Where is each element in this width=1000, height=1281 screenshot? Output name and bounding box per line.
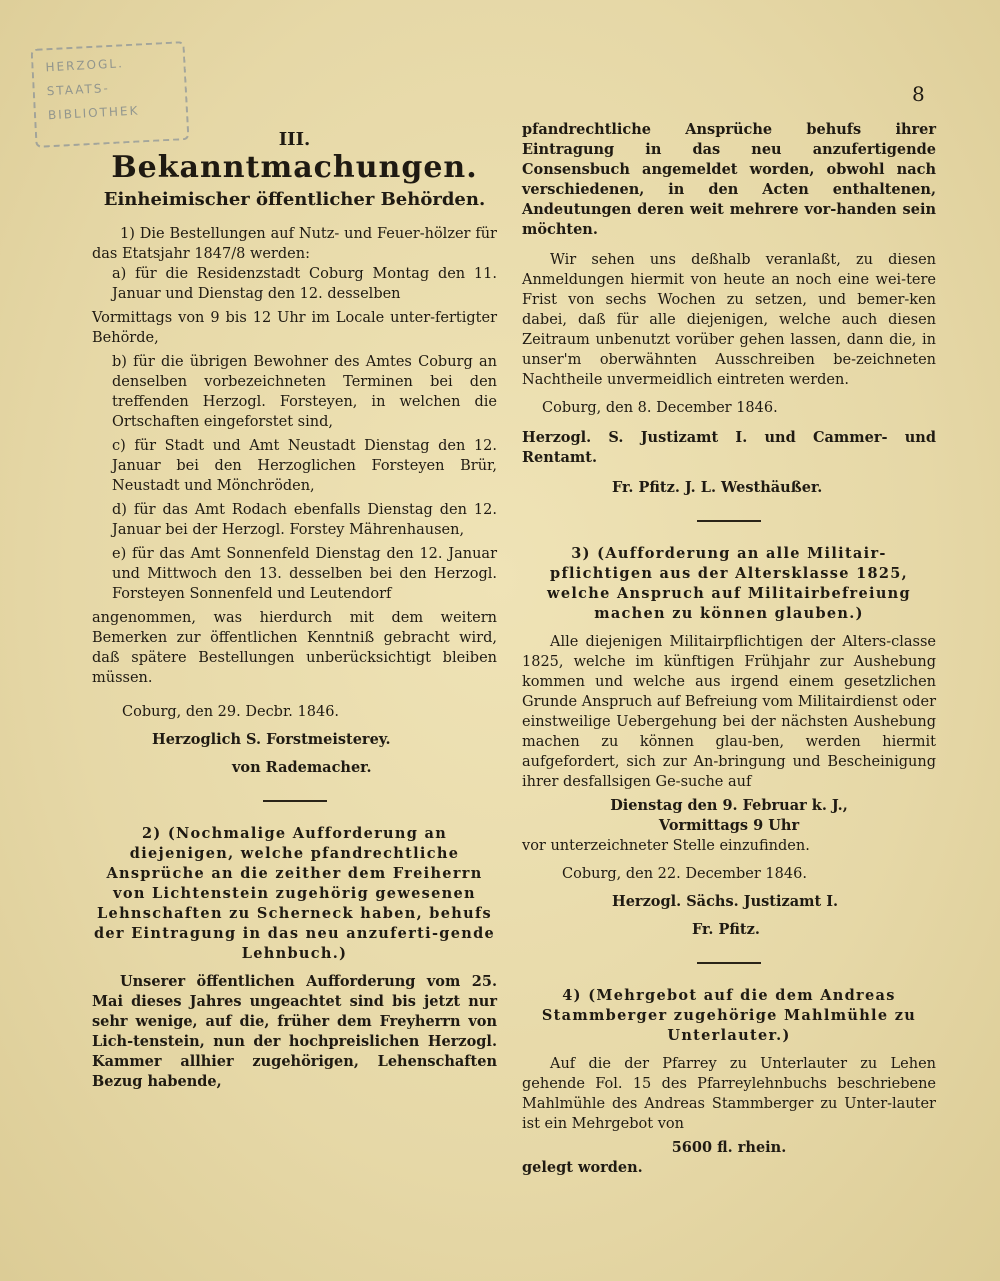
section-number: III. [278, 129, 311, 150]
notice-3-date-line-2: Vormittags 9 Uhr [658, 817, 800, 834]
notice-2-signer: Fr. Pfitz. J. L. Westhäußer. [612, 479, 823, 496]
notice-4-amount: 5600 fl. rhein. [671, 1139, 787, 1156]
notice-3-date: Coburg, den 22. December 1846. [562, 866, 807, 882]
notice-3-closing: vor unterzeichneter Stelle einzufinden. [522, 838, 810, 854]
notice-3-body: Alle diejenigen Militairpflichtigen der Alters-classe 1825, welche im künftigen Frühjahr zur Aushebung kommen und welche aus irgend einem gesetzlichen Grunde Anspruch auf Befreiung vom Militairdienst oder einstweilige Uebergehung bei der nächsten Aushebung machen zu können glau-ben, werden hiermit aufgefordert, sich zur An-bringung und Bescheinigung ihrer desfallsigen Ge-suche auf [522, 634, 936, 790]
notice-1-item-c: c) für Stadt und Amt Neustadt Dienstag den 12. Januar bei den Herzoglichen Forsteyen Brür, Neustadt und Mönchröden, [112, 438, 497, 494]
right-column [522, 120, 936, 1178]
notice-1-item-d: d) für das Amt Rodach ebenfalls Dienstag den 12. Januar bei der Herzogl. Forstey Mährenhausen, [112, 502, 497, 538]
notice-4-closing: gelegt worden. [522, 1159, 643, 1176]
stamp-line-1: HERZOGL. [45, 56, 125, 75]
stamp-line-3: BIBLIOTHEK [47, 103, 140, 123]
notice-2-date: Coburg, den 8. December 1846. [542, 400, 778, 416]
stamp-line-2: STAATS- [46, 81, 111, 99]
section-title: Bekanntmachungen. [111, 150, 478, 185]
divider-1 [263, 800, 327, 802]
divider-3 [697, 962, 761, 964]
notice-3-date-line-1: Dienstag den 9. Februar k. J., [610, 797, 848, 814]
notice-3-authority: Herzogl. Sächs. Justizamt I. [612, 893, 839, 910]
notice-2-heading: 2) (Nochmalige Aufforderung an diejenigen, welche pfandrechtliche Ansprüche an die zeither dem Freiherrn von Lichtenstein zugehörig gewesenen Lehnschaften zu Scherneck haben, behufs der Eintragung in das neu anzuferti-gende Lehnbuch.) [93, 825, 496, 962]
notice-3-signer: Fr. Pfitz. [692, 921, 760, 938]
notice-3-heading: 3) (Aufforderung an alle Militair-pflichtigen aus der Altersklasse 1825, welche Anspruch auf Militairbefreiung machen zu können glauben.) [547, 545, 911, 622]
notice-1-item-e: e) für das Amt Sonnenfeld Dienstag den 12. Januar und Mittwoch den 13. desselben bei den Herzogl. Forsteyen Sonnenfeld und Leutendorf [112, 546, 497, 602]
notice-1-signer: von Rademacher. [232, 759, 372, 776]
notice-1-date: Coburg, den 29. Decbr. 1846. [122, 704, 340, 720]
notice-2-body: Unserer öffentlichen Aufforderung vom 25. Mai dieses Jahres ungeachtet sind bis jetzt nur sehr wenige, auf die, früher dem Freyherrn von Lich-tenstein, nun der hochpreislichen Herzogl. Kammer allhier zugehörigen, Lehenschaften Bezug habende, [92, 973, 497, 1090]
notice-1-after-a: Vormittags von 9 bis 12 Uhr im Locale unter-fertigter Behörde, [92, 310, 497, 346]
notice-4-heading: 4) (Mehrgebot auf die dem Andreas Stammberger zugehörige Mahlmühle zu Unterlauter.) [541, 987, 917, 1044]
notice-1-closing: angenommen, was hierdurch mit dem weitern Bemerken zur öffentlichen Kenntniß gebracht wird, daß spätere Bestellungen unberücksichtigt bleiben müssen. [92, 610, 497, 686]
notice-1-intro: 1) Die Bestellungen auf Nutz- und Feuer-hölzer für das Etatsjahr 1847/8 werden: [92, 226, 497, 262]
notice-1-item-b: b) für die übrigen Bewohner des Amtes Coburg an denselben vorbezeichneten Terminen bei den treffenden Herzogl. Forsteyen, in welchen die Ortschaften eingeforstet sind, [112, 354, 497, 430]
notice-1-authority: Herzoglich S. Forstmeisterey. [152, 731, 391, 748]
subsection-title: Einheimischer öffentlicher Behörden. [103, 189, 486, 210]
notice-2-authority: Herzogl. S. Justizamt I. und Cammer- und Rentamt. [522, 429, 936, 466]
notice-1-item-a: a) für die Residenzstadt Coburg Montag den 11. Januar und Dienstag den 12. desselben [112, 266, 497, 302]
divider-2 [697, 520, 761, 522]
notice-2-cont-body-1: pfandrechtliche Ansprüche behufs ihrer Eintragung in das neu anzufertigende Consensbuch angemeldet worden, obwohl nach verschiedenen, in den Acten enthaltenen, Andeutungen deren weit mehrere vor-handen sein möchten. [522, 121, 936, 238]
notice-4-body: Auf die der Pfarrey zu Unterlauter zu Lehen gehende Fol. 15 des Pfarreylehnbuchs beschriebene Mahlmühle des Andreas Stammberger zu Unter-lauter ist ein Mehrgebot von [522, 1056, 936, 1132]
left-column [92, 120, 497, 1092]
page-number: 8 [912, 82, 925, 106]
notice-1-items [92, 264, 497, 604]
notice-2-cont-body-2: Wir sehen uns deßhalb veranlaßt, zu diesen Anmeldungen hiermit von heute an noch eine wei-tere Frist von sechs Wochen zu setzen, und bemer-ken dabei, daß für alle diejenigen, welche auch diesen Zeitraum unbenutzt vorüber gehen lassen, dann die, in unser'm oberwähnten Ausschreiben be-zeichneten Nachtheile unvermeidlich eintreten werden. [522, 252, 936, 388]
